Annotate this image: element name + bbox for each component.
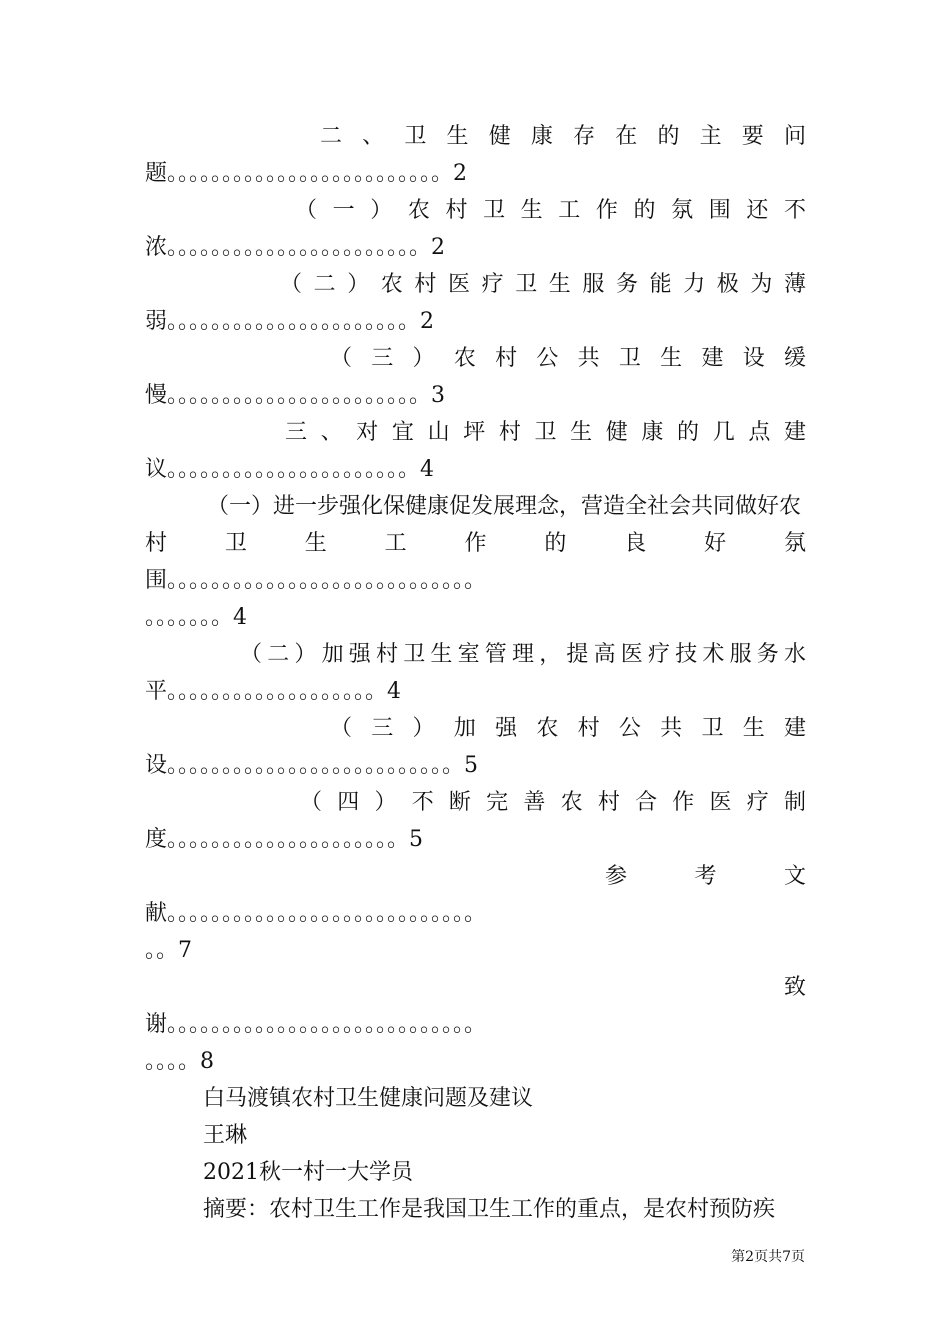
toc-entry-section-3-4-leader: 度。。。。。。。。。。。。。。。。。。。。。5 bbox=[145, 827, 423, 852]
paper-affiliation: 2021秋一村一大学员 bbox=[203, 1160, 413, 1185]
toc-entry-acknowledgements-leader: 谢。。。。。。。。。。。。。。。。。。。。。。。。。。。。 bbox=[145, 1012, 487, 1037]
table-of-contents bbox=[145, 118, 806, 1228]
page-number: 第2页共7页 bbox=[731, 1249, 805, 1265]
toc-entry-references: 参考文 bbox=[605, 864, 806, 889]
toc-entry-section-2-1-leader: 浓。。。。。。。。。。。。。。。。。。。。。。。2 bbox=[145, 235, 445, 260]
paper-author: 王琳 bbox=[203, 1123, 248, 1148]
toc-entry-section-2-leader: 题。。。。。。。。。。。。。。。。。。。。。。。。。2 bbox=[145, 161, 467, 186]
toc-entry-references-leader-end: 。。7 bbox=[145, 938, 192, 963]
toc-entry-section-3-3-leader: 设。。。。。。。。。。。。。。。。。。。。。。。。。。5 bbox=[145, 753, 478, 778]
toc-entry-section-3-1-leader: 围。。。。。。。。。。。。。。。。。。。。。。。。。。。。 bbox=[145, 568, 487, 593]
toc-entry-acknowledgements: 致 bbox=[783, 975, 806, 1000]
toc-entry-section-3-1: （一）进一步强化保健康促发展理念，营造全社会共同做好农 bbox=[207, 494, 802, 519]
toc-entry-section-2-3-leader: 慢。。。。。。。。。。。。。。。。。。。。。。。3 bbox=[145, 383, 445, 408]
toc-entry-section-3-1-line2: 村卫生工作的良好氛 bbox=[145, 531, 806, 556]
toc-entry-section-3-2: （二）加强村卫生室管理，提高医疗技术服务水 bbox=[240, 642, 806, 667]
paper-abstract: 摘要：农村卫生工作是我国卫生工作的重点，是农村预防疾 bbox=[203, 1197, 776, 1222]
toc-entry-section-3-2-leader: 平。。。。。。。。。。。。。。。。。。。4 bbox=[145, 679, 401, 704]
toc-entry-section-3-3: （三）加强农村公共卫生建 bbox=[330, 716, 806, 741]
toc-entry-section-3-leader: 议。。。。。。。。。。。。。。。。。。。。。。4 bbox=[145, 457, 434, 482]
toc-entry-section-2: 二、卫生健康存在的主要问 bbox=[320, 124, 806, 149]
toc-entry-acknowledgements-leader-end: 。。。。8 bbox=[145, 1049, 214, 1074]
toc-entry-section-2-1: （一）农村卫生工作的氛围还不 bbox=[295, 198, 806, 223]
toc-entry-section-2-2-leader: 弱。。。。。。。。。。。。。。。。。。。。。。2 bbox=[145, 309, 434, 334]
toc-entry-section-2-3: （三）农村公共卫生建设缓 bbox=[330, 346, 806, 371]
toc-entry-section-3: 三、对宜山坪村卫生健康的几点建 bbox=[285, 420, 806, 445]
toc-entry-section-3-1-leader-end: 。。。。。。。4 bbox=[145, 605, 247, 630]
paper-title: 白马渡镇农村卫生健康问题及建议 bbox=[203, 1086, 534, 1111]
toc-entry-section-2-2: （二）农村医疗卫生服务能力极为薄 bbox=[280, 272, 806, 297]
toc-entry-references-leader: 献。。。。。。。。。。。。。。。。。。。。。。。。。。。。 bbox=[145, 901, 487, 926]
toc-entry-section-3-4: （四）不断完善农村合作医疗制 bbox=[300, 790, 806, 815]
